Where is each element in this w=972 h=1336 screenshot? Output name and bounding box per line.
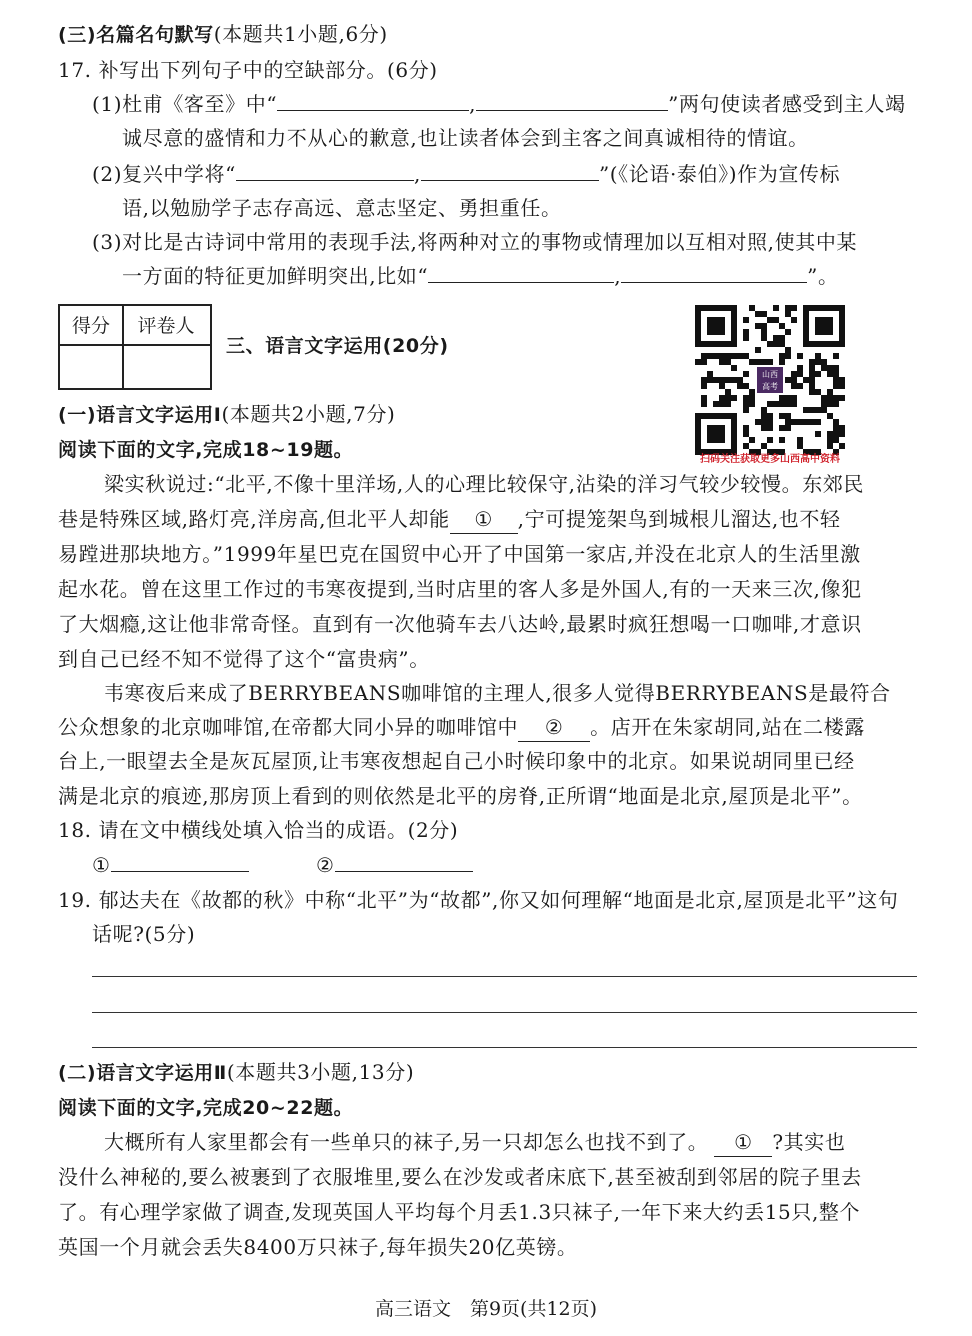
qr-module [767,419,773,425]
qr-module [701,377,707,383]
q17-p1-comma: , [469,92,477,116]
qr-module [773,335,779,341]
qr-module [713,401,719,407]
qr-module [719,359,725,365]
qr-module [803,407,809,413]
qr-module [797,383,803,389]
passage2-line: 了。有心理学家做了调查,发现英国人平均每个月丢1.3只袜子,一年下来大约丢15只,整个 [58,1200,861,1224]
qr-module [839,395,845,401]
qr-module [719,353,725,359]
qr-module [725,389,731,395]
qr-module [809,365,815,371]
qr-module [767,437,773,443]
fill-blank-1[interactable]: ① [450,505,518,534]
qr-module [803,377,809,383]
answer-blank[interactable] [421,160,599,181]
qr-module [749,401,755,407]
qr-module [833,353,839,359]
qr-module [773,401,779,407]
qr-module [767,317,773,323]
qr-module [761,311,767,317]
qr-module [743,383,749,389]
qr-module [707,353,713,359]
qr-module [797,365,803,371]
answer-blank[interactable] [428,262,614,283]
qr-module [809,389,815,395]
passage-text: ?其实也 [772,1130,846,1154]
passage-text: ,宁可提笼架鸟到城根儿溜达,也不轻 [517,507,841,531]
qr-module [785,305,791,311]
qr-module [743,443,749,449]
qr-module [749,305,755,311]
passage1-line: 台上,一眼望去全是灰瓦屋顶,让韦寒夜想起自己小时候印象中的北京。如果说胡同里已经 [58,749,855,773]
qr-module [779,323,785,329]
qr-module [803,419,809,425]
qr-module [719,401,725,407]
subsection-title: (一)语言文字运用Ⅰ [58,404,222,426]
qr-module [695,359,701,365]
answer-blank[interactable] [236,160,414,181]
qr-module [809,407,815,413]
qr-module [827,443,833,449]
qr-finder [707,317,725,335]
passage1-line: 易蹚进那块地方。”1999年星巴克在国贸中心开了中国第一家店,并没在北京人的生活里激 [58,542,861,566]
section-header-3 [58,20,388,49]
qr-module [791,377,797,383]
qr-module [821,365,827,371]
qr-finder [815,317,833,335]
table-divider [122,306,124,388]
qr-module [833,365,839,371]
qr-module [773,341,779,347]
grader-header: 评卷人 [122,306,210,346]
qr-module [791,371,797,377]
passage1-line: 梁实秋说过:“北平,不像十里洋场,人的心理比较保守,沾染的洋习气较少较慢。东郊民 [104,472,865,496]
qr-module [791,317,797,323]
score-table [58,304,212,390]
passage1-line: 了大烟瘾,这让他非常奇怪。直到有一次他骑车去八达岭,最累时疯狂想喝一口咖啡,才意识 [58,612,862,636]
qr-module [743,317,749,323]
qr-module [785,395,791,401]
qr-module [743,395,749,401]
part3-title: 三、语言文字运用(20分) [226,335,449,357]
qr-module [701,383,707,389]
q17-p3-comma: , [614,264,622,288]
qr-module [791,383,797,389]
qr-module [797,419,803,425]
fill-blank-2[interactable]: ② [518,713,590,742]
qr-module [761,335,767,341]
q17-p2-comma: , [413,162,421,186]
qr-module [779,335,785,341]
qr-module [785,329,791,335]
passage-text: 巷是特殊区域,路灯亮,洋房高,但北平人却能 [58,507,450,531]
q17-p3-text-b: 一方面的特征更加鲜明突出,比如“ [122,264,429,288]
q17-p2-text-b: ”(《论语·泰伯》)作为宣传标 [598,162,841,186]
qr-module [767,341,773,347]
qr-module [743,401,749,407]
passage1-line: 韦寒夜后来成了BERRYBEANS咖啡馆的主理人,很多人觉得BERRYBEANS是最符合 [104,681,891,705]
qr-module [827,395,833,401]
qr-module [797,443,803,449]
qr-module [833,425,839,431]
qr-module [737,383,743,389]
qr-module [815,353,821,359]
qr-module [827,401,833,407]
qr-module [707,371,713,377]
qr-module [821,359,827,365]
qr-module [725,395,731,401]
qr-module [725,377,731,383]
subsection-note: (本题共2小题,7分) [221,402,396,426]
fill-blank-1[interactable]: ① [714,1128,772,1157]
qr-module [755,419,761,425]
q17-p1-text-a: (1)杜甫《客至》中“ [92,92,278,116]
instruction-20-22: 阅读下面的文字,完成20~22题。 [58,1097,354,1119]
qr-module [749,437,755,443]
instruction-18-19: 阅读下面的文字,完成18~19题。 [58,439,354,461]
q17-p3-text-c: ”。 [807,264,839,288]
qr-module [827,437,833,443]
qr-module [809,383,815,389]
qr-module [839,425,845,431]
qr-module [791,305,797,311]
qr-module [743,329,749,335]
qr-module [713,353,719,359]
qr-module [761,443,767,449]
qr-module [797,437,803,443]
qr-module [731,365,737,371]
qr-module [743,335,749,341]
qr-module [791,395,797,401]
passage-text: 。店开在朱家胡同,站在二楼露 [590,715,865,739]
q17-p1-text-b: ”两句使读者感受到主人竭 [668,92,906,116]
answer-blank[interactable] [111,851,249,872]
qr-module [767,425,773,431]
passage2-line [104,1128,845,1157]
subsection-header-1 [58,400,395,429]
qr-module [701,353,707,359]
passage1-line: 到自己已经不知不觉得了这个“富贵病”。 [58,647,430,671]
qr-module [839,431,845,437]
qr-module [833,419,839,425]
q17-part2-line1 [92,160,840,188]
q17-stem: 17. 补写出下列句子中的空缺部分。(6分) [58,58,438,82]
passage2-line: 没什么神秘的,要么被裹到了衣服堆里,要么在沙发或者床底下,甚至被刮到邻居的院子里去 [58,1165,862,1189]
qr-module [761,425,767,431]
qr-module [761,419,767,425]
qr-module [707,377,713,383]
answer-line[interactable] [92,1012,917,1013]
qr-module [719,383,725,389]
qr-module [701,359,707,365]
q17-part2-line2: 语,以勉励学子志存高远、意志坚定、勇担重任。 [122,196,562,220]
qr-logo-text: 高考 [762,382,778,391]
qr-module [779,437,785,443]
q17-part3-line2 [122,262,839,290]
subsection-title: (二)语言文字运用Ⅱ [58,1062,227,1084]
qr-module [827,413,833,419]
qr-module [809,371,815,377]
qr-module [791,401,797,407]
qr-module [797,353,803,359]
qr-module [815,419,821,425]
qr-module [779,425,785,431]
answer-blank[interactable] [277,90,469,111]
qr-logo [755,365,785,395]
passage-text: 大概所有人家里都会有一些单只的袜子,另一只却怎么也找不到了。 [104,1130,709,1154]
qr-module [761,329,767,335]
qr-module [731,353,737,359]
q17-part1-line1 [92,90,906,118]
qr-module [743,425,749,431]
qr-module [785,413,791,419]
qr-logo-text: 山西 [762,370,778,379]
qr-module [779,353,785,359]
qr-module [815,359,821,365]
answer-blank[interactable] [335,851,473,872]
qr-module [737,377,743,383]
qr-module [743,407,749,413]
q17-part1-line2: 诚尽意的盛情和力不从心的歉意,也让读者体会到主客之间真诚相待的情谊。 [122,126,809,150]
passage2-line: 英国一个月就会丢失8400万只袜子,每年损失20亿英镑。 [58,1235,578,1259]
q18-answer-2 [316,851,473,879]
qr-module [809,359,815,365]
qr-module [839,377,845,383]
qr-module [821,407,827,413]
qr-module [785,401,791,407]
qr-module [833,437,839,443]
passage1-line [58,505,841,534]
qr-module [743,371,749,377]
qr-module [725,359,731,365]
q19-stem-line1: 19. 郁达夫在《故都的秋》中称“北平”为“故都”,你又如何理解“地面是北京,屋顶是北平”这句 [58,888,899,912]
qr-module [779,395,785,401]
qr-finder [707,425,725,443]
qr-module [785,377,791,383]
passage1-line [58,713,865,742]
qr-module [809,419,815,425]
qr-module [785,347,791,353]
qr-module [821,395,827,401]
qr-module [779,413,785,419]
qr-module [773,305,779,311]
qr-module [785,311,791,317]
passage-text: 公众想象的北京咖啡馆,在帝都大同小异的咖啡馆中 [58,715,519,739]
qr-module [725,353,731,359]
qr-module [737,353,743,359]
q17-part3-line1: (3)对比是古诗词中常用的表现手法,将两种对立的事物或情理加以互相对照,使其中某 [92,230,858,254]
subsection-note: (本题共3小题,13分) [226,1060,415,1084]
qr-module [815,371,821,377]
qr-module [731,377,737,383]
score-header: 得分 [60,306,122,346]
qr-module [833,401,839,407]
subsection-header-2 [58,1058,414,1087]
q18-answer-1 [92,851,249,879]
qr-module [767,401,773,407]
qr-module [743,353,749,359]
qr-module [755,323,761,329]
answer-line[interactable] [92,976,917,977]
qr-module [743,431,749,437]
qr-module [731,395,737,401]
answer-blank[interactable] [621,262,807,283]
qr-module [701,401,707,407]
qr-module [833,431,839,437]
qr-module [779,401,785,407]
qr-module [719,377,725,383]
qr-module [809,377,815,383]
qr-module [785,425,791,431]
passage1-line: 满是北京的痕迹,那房顶上看到的则依然是北平的房脊,正所谓“地面是北京,屋顶是北平”。 [58,784,863,808]
qr-module [839,443,845,449]
qr-module [833,383,839,389]
qr-module [827,431,833,437]
qr-module [761,323,767,329]
qr-module [827,389,833,395]
qr-module [761,413,767,419]
qr-module [833,395,839,401]
qr-module [767,413,773,419]
q19-stem-line2: 话呢?(5分) [92,922,196,946]
qr-module [713,377,719,383]
qr-caption: 扫码关注获取更多山西高中资料 [700,454,840,465]
answer-line[interactable] [92,1047,917,1048]
page-footer: 高三语文 第9页(共12页) [374,1298,598,1320]
qr-module [833,377,839,383]
q18-marker-1: ① [92,853,111,877]
qr-module [815,407,821,413]
qr-module [725,401,731,407]
qr-module [761,407,767,413]
qr-module [779,341,785,347]
section-title: (三)名篇名句默写 [58,24,214,46]
q18-stem: 18. 请在文中横线处填入恰当的成语。(2分) [58,818,459,842]
qr-module [749,395,755,401]
qr-module [719,395,725,401]
qr-module [755,311,761,317]
q18-marker-2: ② [316,853,335,877]
qr-module [755,347,761,353]
section-note: (本题共1小题,6分) [213,22,388,46]
passage1-line: 起水花。曾在这里工作过的韦寒夜提到,当时店里的客人多是外国人,有的一天来三次,像犯 [58,577,862,601]
qr-module [815,389,821,395]
qr-module [785,419,791,425]
qr-module [791,419,797,425]
answer-blank[interactable] [476,90,668,111]
q17-p2-text-a: (2)复兴中学将“ [92,162,236,186]
qr-module [827,365,833,371]
qr-module [797,371,803,377]
qr-module [785,353,791,359]
qr-module [821,401,827,407]
qr-module [773,317,779,323]
qr-module [815,431,821,437]
qr-module [827,371,833,377]
qr-module [701,395,707,401]
qr-module [839,383,845,389]
qr-module [833,371,839,377]
